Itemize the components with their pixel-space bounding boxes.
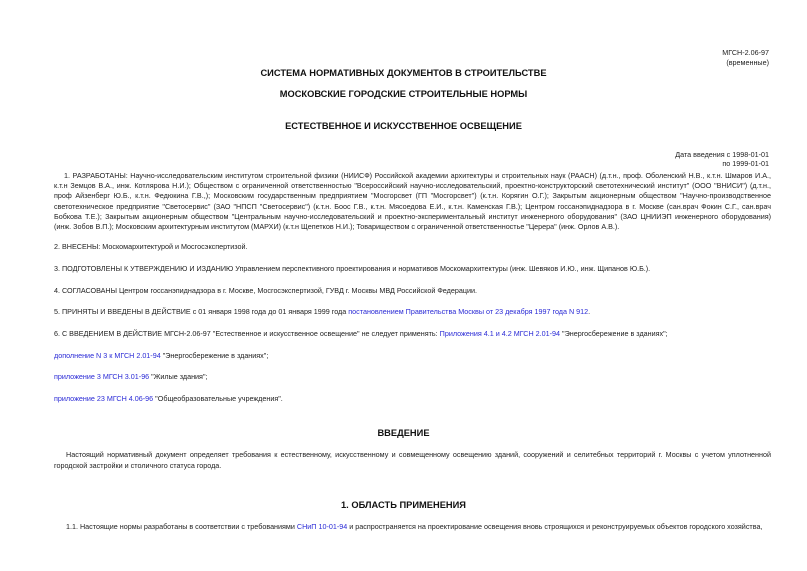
paragraph-superseded xyxy=(54,329,771,339)
introduction-text: Настоящий нормативный документ определяет требования к естественному, искусственному и совмещенному освещению зданий, сооружений и селитебных территорий г. Москвы с учетом уплотненной городской застройки и столичного статуса города. xyxy=(54,450,771,470)
snip-link[interactable]: СНиП 10-01-94 xyxy=(296,522,348,531)
document-code xyxy=(722,48,769,68)
list-item-addendum xyxy=(54,351,771,361)
introduction-paragraph xyxy=(54,450,771,471)
introduction-heading: ВВЕДЕНИЕ xyxy=(377,428,430,438)
residential-link[interactable]: приложение 3 МГСН 3.01-96 xyxy=(54,372,150,381)
residential-text: "Жилые здания"; xyxy=(149,372,208,381)
heading-system: СИСТЕМА НОРМАТИВНЫХ ДОКУМЕНТОВ В СТРОИТЕЛЬСТВЕ xyxy=(260,68,547,78)
education-text: "Общеобразовательные учреждения". xyxy=(153,394,283,403)
paragraph-superseded-text: 6. С ВВЕДЕНИЕМ В ДЕЙСТВИЕ МГСН-2.06-97 "Естественное и искусственное освещение" не следует применять: xyxy=(54,329,440,338)
paragraph-submitted-text: 2. ВНЕСЕНЫ: Москомархитектурой и Мосгосэкспертизой. xyxy=(54,242,248,251)
paragraph-adopted xyxy=(54,307,771,317)
paragraph-adopted-end: . xyxy=(588,307,591,316)
paragraph-agreed xyxy=(54,286,771,296)
heading-moscow-norms: МОСКОВСКИЕ ГОРОДСКИЕ СТРОИТЕЛЬНЫЕ НОРМЫ xyxy=(279,89,528,99)
scope-text: 1.1. Настоящие нормы разработаны в соответствии с требованиями xyxy=(66,522,297,531)
paragraph-prepared xyxy=(54,264,771,274)
effective-dates xyxy=(675,150,769,168)
paragraph-scope-1-1 xyxy=(54,522,771,532)
paragraph-submitted-by xyxy=(54,242,771,252)
date-until: по 1999-01-01 xyxy=(722,159,769,168)
list-item-education xyxy=(54,394,771,404)
addendum-text: "Энергосбережение в зданиях"; xyxy=(160,351,269,360)
scope-end: и распространяется на проектирование освещения вновь строящихся и реконструируемых объектов городского хозяйства, xyxy=(347,522,763,531)
date-intro: Дата введения с 1998-01-01 xyxy=(675,150,769,159)
paragraph-prepared-text: 3. ПОДГОТОВЛЕНЫ К УТВЕРЖДЕНИЮ И ИЗДАНИЮ Управлением перспективного проектирования и нормативов Москомархитектуры (инж. Шевяков И.Ю., инж. Щипанов Ю.Б.). xyxy=(54,264,651,273)
document-code-status: (временные) xyxy=(726,58,769,67)
heading-document-title: ЕСТЕСТВЕННОЕ И ИСКУССТВЕННОЕ ОСВЕЩЕНИЕ xyxy=(285,121,522,131)
addendum-link[interactable]: дополнение N 3 к МГСН 2.01-94 xyxy=(54,351,161,360)
resolution-link[interactable]: постановлением Правительства Москвы от 23 декабря 1997 года N 912 xyxy=(348,307,589,316)
paragraph-superseded-end: "Энергосбережение в зданиях"; xyxy=(560,329,668,338)
paragraph-agreed-text: 4. СОГЛАСОВАНЫ Центром госсанэпиднадзора в г. Москве, Мосгосэкспертизой, ГУВД г. Москвы МВД Российской Федерации. xyxy=(54,286,477,295)
paragraph-adopted-text: 5. ПРИНЯТЫ И ВВЕДЕНЫ В ДЕЙСТВИЕ с 01 января 1998 года до 01 января 1999 года xyxy=(54,307,349,316)
list-item-residential xyxy=(54,372,771,382)
document-code-number: МГСН-2.06-97 xyxy=(722,48,769,57)
paragraph-developed-by: 1. РАЗРАБОТАНЫ: Научно-исследовательским институтом строительной физики (НИИСФ) Российской академии архитектуры и строительных наук (РААСН) (д.т.н., проф. Оболенский Н.В., к.т.н. Шмаров И.А., к.т.н Земцов В.А., инж. Котлярова Н.И.); Обществом с ограниченной ответственностью "Всероссийский научно-исследовательский, проектно-конструкторский светотехнический институт" (ООО "ВНИСИ") (д.т.н., проф Айзенберг Ю.Б., к.т.н. Федюкина Г.В.,); Московским государственным предприятием "Мосгорсвет (ГП "Мосгорсвет") (к.т.н. Корягин О.Г.); Закрытым акционерным обществом "Научно-производственное светотехническое предприятие "Светосервис" (ЗАО "НПСП "Светосервис") (к.т.н. Боос Г.В., к.т.н. Мясоедова Е.И., к.т.н. Каменская Г.В.); Центром госсанэпиднадзора в г. Москве (сан.врач Фокин С.Г., сан.врач Бобкова Т.Е.); Закрытым акционерным обществом "Центральным научно-исследовательский и проектно-экспериментальный институт инженерного оборудования" (ЗАО ЦНИИЭП инженерного оборудования) (инж. Зобов В.П.); Московским архитектурным институтом (МАРХИ) (к.т.н Щепетков Н.И.); Товариществом с ограниченной ответственностье "Церера" (инж. Орлов А.В.). xyxy=(54,171,771,232)
education-link[interactable]: приложение 23 МГСН 4.06-96 xyxy=(54,394,154,403)
appendix-link-mgsn-2-01-94[interactable]: Приложения 4.1 и 4.2 МГСН 2.01-94 xyxy=(439,329,561,338)
section-scope-heading: 1. ОБЛАСТЬ ПРИМЕНЕНИЯ xyxy=(341,500,466,510)
